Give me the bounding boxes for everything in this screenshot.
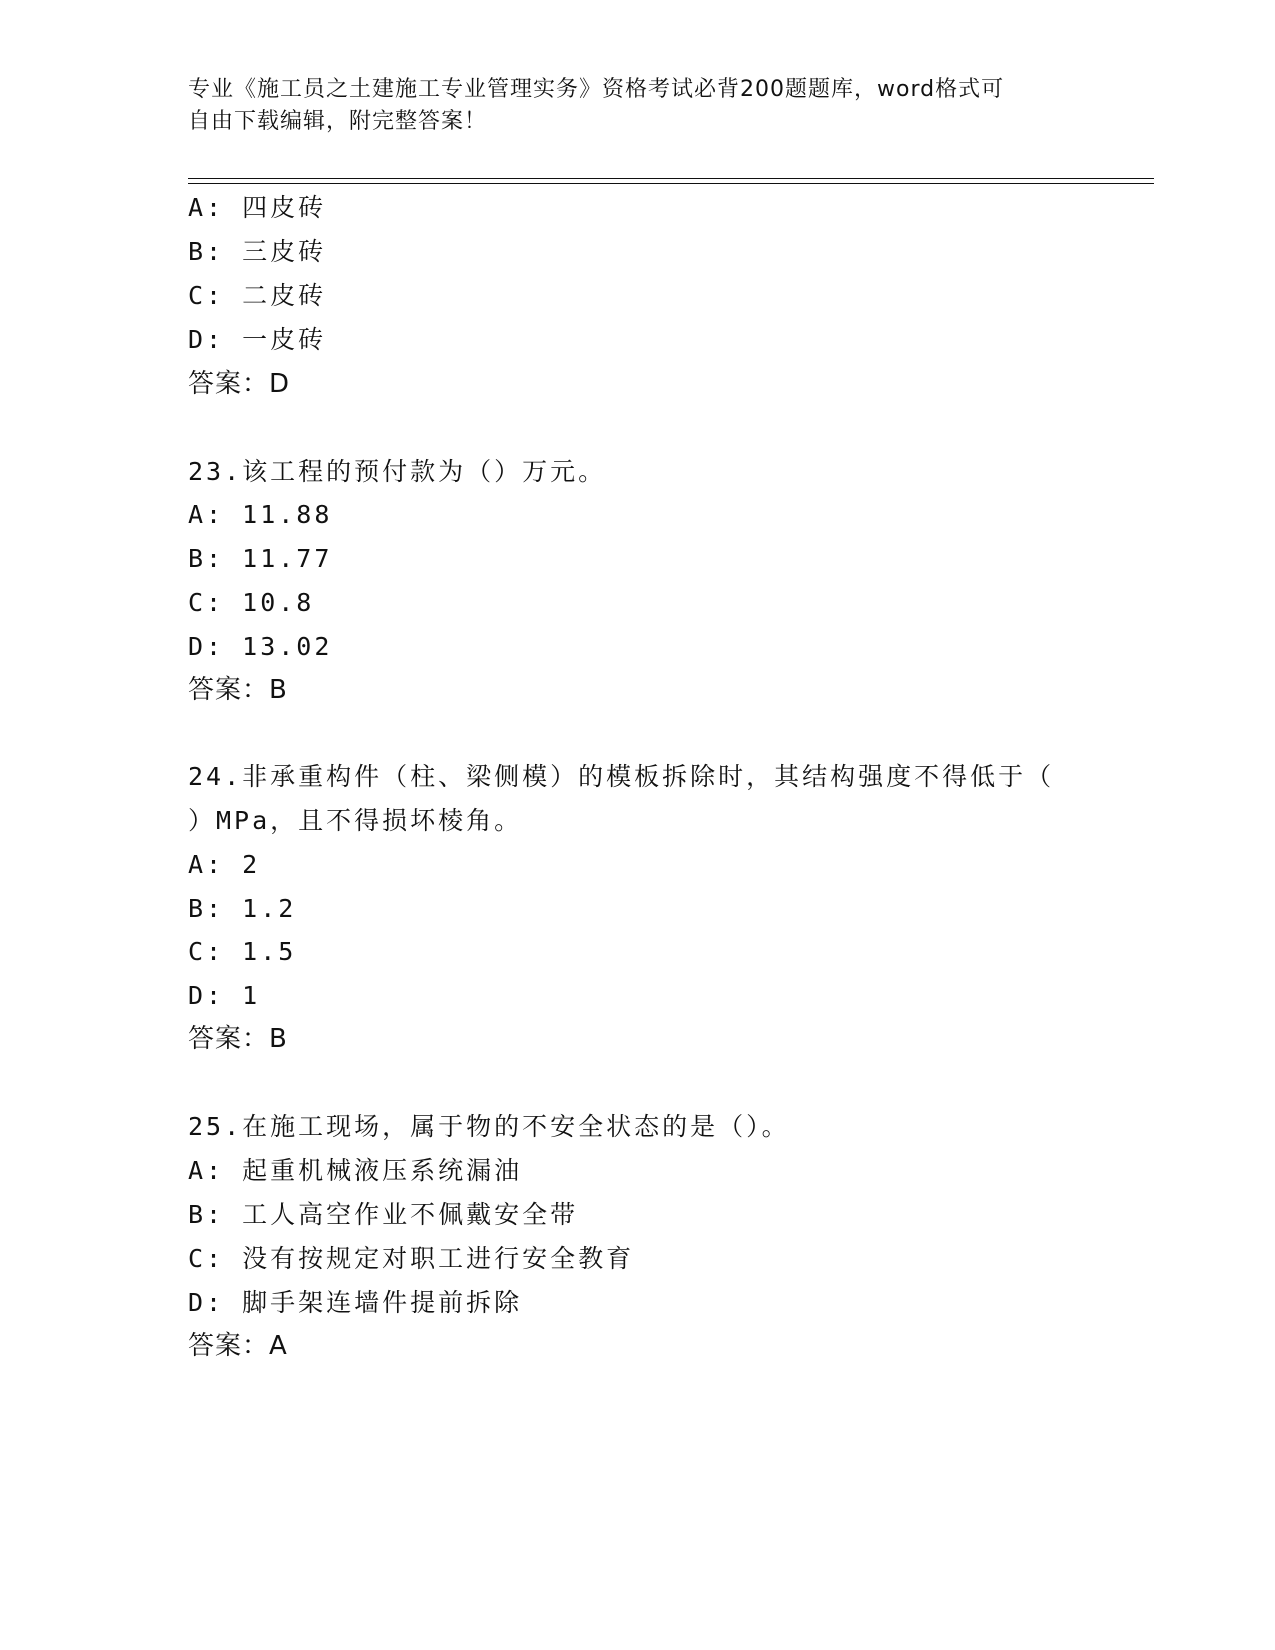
- header-line-2: 自由下载编辑，附完整答案！: [188, 109, 488, 134]
- q24-answer: 答案：B: [188, 1024, 288, 1054]
- q23-option-d: D: 13.02: [188, 632, 333, 661]
- q25-option-b: B: 工人高空作业不佩戴安全带: [188, 1200, 579, 1229]
- q24-option-b: B: 1.2: [188, 894, 297, 923]
- q22-answer: 答案：D: [188, 369, 291, 399]
- q23-answer: 答案：B: [188, 675, 288, 705]
- q23-option-c: C: 10.8: [188, 588, 315, 617]
- document-header: [188, 74, 1088, 138]
- q22-option-a: A: 四皮砖: [188, 193, 327, 222]
- q25-question: 25.在施工现场，属于物的不安全状态的是（）。: [188, 1112, 790, 1141]
- q24-option-a: A: 2: [188, 850, 261, 879]
- header-divider-bottom: [188, 183, 1154, 184]
- q25-option-a: A: 起重机械液压系统漏油: [188, 1156, 523, 1185]
- q25-option-d: D: 脚手架连墙件提前拆除: [188, 1288, 523, 1317]
- q22-option-d: D: 一皮砖: [188, 325, 327, 354]
- header-line-1: 专业《施工员之土建施工专业管理实务》资格考试必背200题题库，word格式可: [188, 77, 1005, 102]
- q22-option-c: C: 二皮砖: [188, 281, 327, 310]
- q24-option-d: D: 1: [188, 981, 261, 1010]
- q24-question-line-1: 24.非承重构件（柱、梁侧模）的模板拆除时，其结构强度不得低于（: [188, 762, 1055, 791]
- q23-option-b: B: 11.77: [188, 544, 333, 573]
- q23-question: 23.该工程的预付款为（）万元。: [188, 457, 607, 486]
- q24-option-c: C: 1.5: [188, 937, 297, 966]
- header-divider-top: [188, 178, 1154, 179]
- q23-option-a: A: 11.88: [188, 500, 333, 529]
- q24-question-line-2: ）MPa，且不得损坏棱角。: [188, 806, 523, 835]
- q25-answer: 答案：A: [188, 1331, 288, 1361]
- q22-option-b: B: 三皮砖: [188, 237, 327, 266]
- q25-option-c: C: 没有按规定对职工进行安全教育: [188, 1244, 635, 1273]
